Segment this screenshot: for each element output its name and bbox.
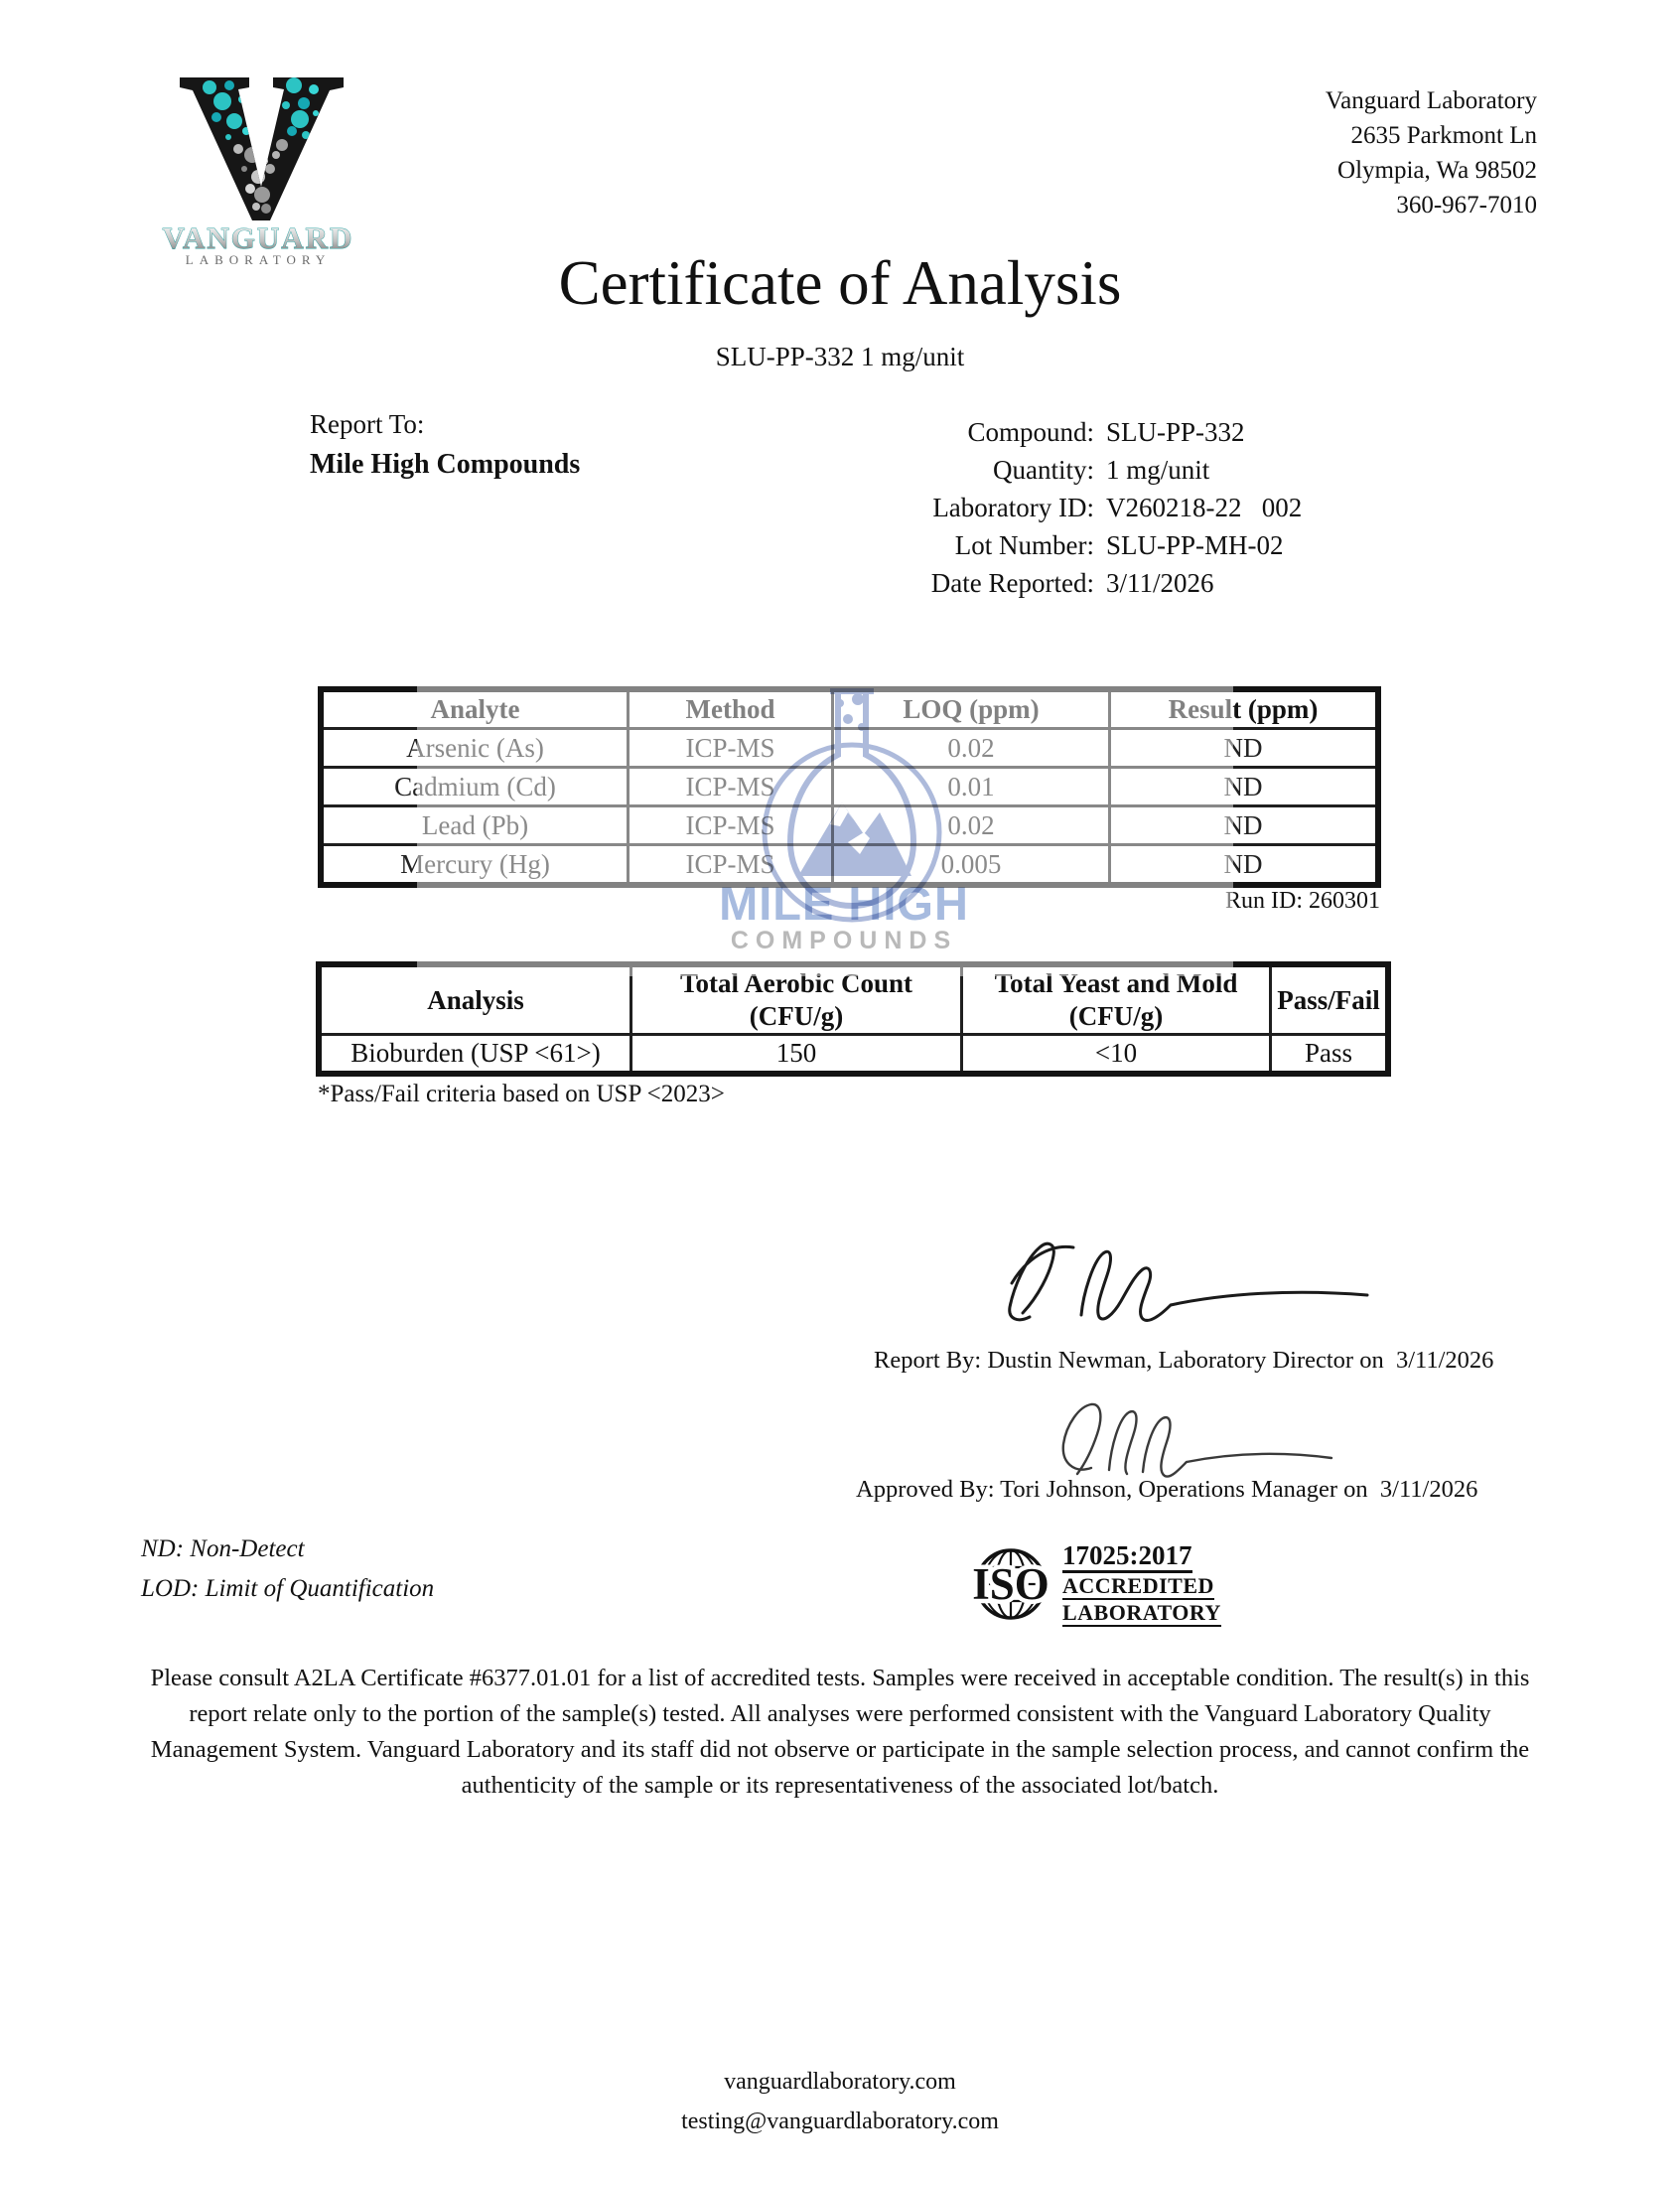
lab-street: 2635 Parkmont Ln: [1350, 122, 1537, 149]
logo-sub-text: LABORATORY: [185, 252, 332, 266]
info-label: Laboratory ID:: [932, 492, 1094, 522]
bioburden-header-aerobic: [631, 964, 962, 1035]
cell-analyte: Cadmium (Cd): [321, 768, 629, 806]
cell-result: ND: [1110, 845, 1379, 886]
info-label: Compound:: [967, 416, 1094, 447]
watermark-brand-line1: MILE HIGH: [719, 877, 969, 930]
cell-yeast: <10: [962, 1035, 1271, 1075]
table-row: [321, 729, 1378, 768]
cell-loq: 0.005: [833, 845, 1110, 886]
disclaimer-paragraph: [145, 1661, 1535, 1804]
run-id: Run ID: 260301: [1225, 888, 1380, 914]
cell-loq: 0.02: [833, 729, 1110, 768]
iso-text: ISO: [972, 1559, 1050, 1609]
page-subtitle: SLU-PP-332 1 mg/unit: [715, 342, 965, 371]
cell-result: ND: [1110, 768, 1379, 806]
metals-header-result: Result (ppm): [1110, 689, 1379, 729]
info-label: Date Reported:: [930, 567, 1094, 598]
vanguard-v-mark: [180, 77, 344, 220]
header-line: Total Aerobic Count: [679, 968, 913, 998]
watermark-brand-line2: COMPOUNDS: [730, 927, 958, 954]
cell-analysis: Bioburden (USP <61>): [319, 1035, 631, 1075]
footer-website: vanguardlaboratory.com: [724, 2069, 956, 2095]
bioburden-header-row: [319, 964, 1388, 1035]
info-row-lot-number: [794, 526, 1302, 564]
vanguard-logo: [155, 70, 367, 266]
info-label: Quantity:: [993, 454, 1094, 485]
info-row-lab-id: [794, 489, 1302, 526]
metals-header-method: Method: [629, 689, 833, 729]
cell-analyte: Mercury (Hg): [321, 845, 629, 886]
bioburden-header-passfail: Pass/Fail: [1271, 964, 1389, 1035]
report-by-line: Report By: Dustin Newman, Laboratory Director on 3/11/2026: [874, 1347, 1494, 1374]
info-row-quantity: [794, 451, 1302, 489]
footer-contact-block: [0, 2062, 1680, 2141]
cell-analyte: Arsenic (As): [321, 729, 629, 768]
iso-standard: 17025:2017: [1062, 1541, 1192, 1573]
info-row-compound: [794, 413, 1302, 451]
header-line: Total Yeast and Mold: [994, 968, 1238, 998]
info-value: 1 mg/unit: [1106, 454, 1210, 485]
cell-result: ND: [1110, 806, 1379, 845]
info-label: Lot Number:: [954, 529, 1094, 560]
sample-info-block: [794, 413, 1302, 602]
lod-definition: LOD: Limit of Quantification: [141, 1575, 435, 1602]
cell-method: ICP-MS: [629, 768, 833, 806]
table-row: [321, 768, 1378, 806]
lab-name: Vanguard Laboratory: [1325, 87, 1537, 114]
info-value: SLU-PP-MH-02: [1106, 529, 1284, 560]
cell-analyte: Lead (Pb): [321, 806, 629, 845]
cell-method: ICP-MS: [629, 729, 833, 768]
page-title: Certificate of Analysis: [558, 248, 1122, 318]
cell-loq: 0.01: [833, 768, 1110, 806]
cell-loq: 0.02: [833, 806, 1110, 845]
disclaimer-line: Management System. Vanguard Laboratory and its staff did not observe or participate in the sample selection process, and cannot confirm the: [150, 1736, 1530, 1763]
iso-accreditation-text: [1062, 1541, 1221, 1627]
footer-email: testing@vanguardlaboratory.com: [681, 2109, 999, 2134]
nd-definition: ND: Non-Detect: [141, 1535, 305, 1562]
bioburden-header-analysis: Analysis: [319, 964, 631, 1035]
info-value: SLU-PP-332: [1106, 416, 1245, 447]
info-value: V260218-22 002: [1106, 492, 1303, 522]
metals-header-loq: LOQ (ppm): [833, 689, 1110, 729]
iso-globe-icon: [971, 1542, 1054, 1626]
metals-table: [318, 686, 1381, 888]
disclaimer-line: authenticity of the sample or its representativeness of the associated lot/batch.: [461, 1772, 1219, 1799]
cell-aerobic: 150: [631, 1035, 962, 1075]
lab-contact-block: [1092, 83, 1537, 222]
iso-accredited-label: ACCREDITED: [1062, 1573, 1214, 1598]
lab-city: Olympia, Wa 98502: [1337, 157, 1537, 184]
cell-result: ND: [1110, 729, 1379, 768]
header-line: (CFU/g): [1068, 1001, 1164, 1031]
bioburden-header-yeast: [962, 964, 1271, 1035]
report-to-client: Mile High Compounds: [310, 449, 581, 480]
cell-method: ICP-MS: [629, 845, 833, 886]
metals-header-analyte: Analyte: [321, 689, 629, 729]
table-row: [321, 806, 1378, 845]
signature-dustin-newman: [978, 1232, 1395, 1341]
logo-brand-text: VANGUARD: [162, 220, 354, 255]
info-row-date-reported: [794, 564, 1302, 602]
info-value: 3/11/2026: [1106, 567, 1214, 598]
cell-method: ICP-MS: [629, 806, 833, 845]
report-to-label: Report To:: [310, 409, 425, 439]
passfail-footnote: *Pass/Fail criteria based on USP <2023>: [318, 1081, 725, 1107]
table-row: [321, 845, 1378, 886]
header-line: (CFU/g): [749, 1001, 844, 1031]
disclaimer-line: report relate only to the portion of the sample(s) tested. All analyses were performed consistent with the Vanguard Laboratory Quality: [189, 1700, 1491, 1727]
iso-laboratory-label: LABORATORY: [1062, 1600, 1221, 1625]
iso-accreditation-badge: [971, 1541, 1221, 1627]
table-row: [319, 1035, 1388, 1075]
metals-header-row: [321, 689, 1378, 729]
signature-tori-johnson: [1048, 1386, 1365, 1486]
lab-phone: 360-967-7010: [1396, 192, 1537, 218]
approved-by-line: Approved By: Tori Johnson, Operations Manager on 3/11/2026: [856, 1476, 1478, 1503]
disclaimer-line: Please consult A2LA Certificate #6377.01.01 for a list of accredited tests. Samples were received in acceptable condition. The result(s) in this: [150, 1665, 1530, 1691]
cell-passfail: Pass: [1271, 1035, 1389, 1075]
bioburden-table: [316, 961, 1391, 1077]
